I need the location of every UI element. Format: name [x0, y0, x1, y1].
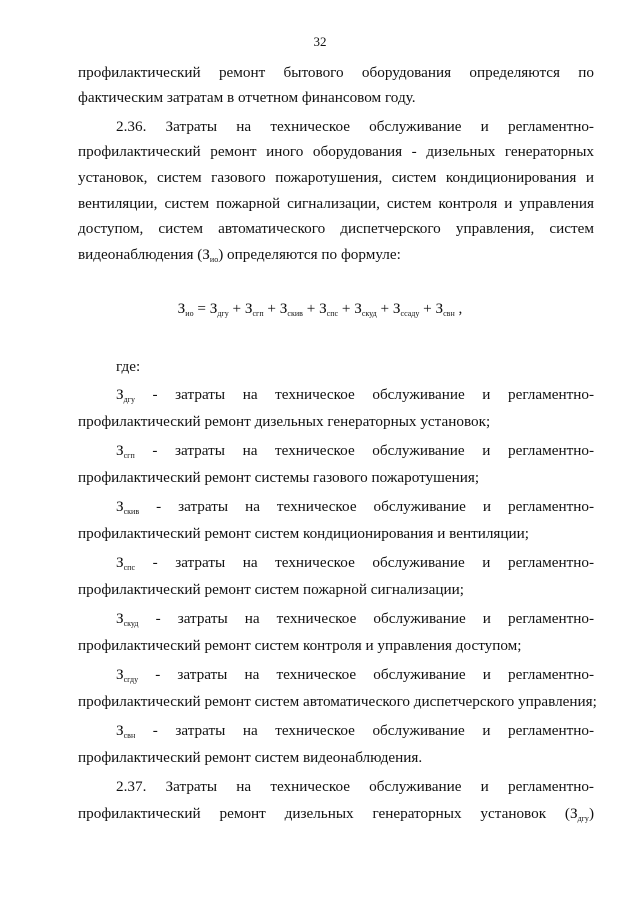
- definition-line: $З_{скив}$ - затраты на техническое обслуживание и регламентно-: [116, 498, 595, 516]
- definition-line: $З_{сгду}$ - затраты на техническое обслуживание и регламентно-: [116, 666, 595, 684]
- definition-line: $З_{спс}$ - затраты на техническое обслуживание и регламентно-: [116, 554, 595, 572]
- section-2-36-line: вентиляции, систем пожарной сигнализации, систем контроля и управления: [78, 195, 594, 212]
- section-2-36-line: 2.36. Затраты на техническое обслуживание и регламентно-: [116, 118, 594, 135]
- section-2-36-line: доступом, систем автоматического диспетчерского управления, систем: [78, 220, 594, 237]
- definition-line: профилактический ремонт систем кондиционирования и вентиляции;: [78, 525, 530, 542]
- definition-line: профилактический ремонт систем контроля и управления доступом;: [78, 637, 522, 654]
- symbol-subscript: ио: [209, 255, 219, 264]
- section-2-36-line: установок, систем газового пожаротушения, систем кондиционирования и: [78, 169, 594, 186]
- formula: $З_{ио} = З_{дгу} + З_{сгп} + З_{скив} + З_{спс} + З_{скуд} + З_{ссаду} + З_{свн}$ ,: [177, 300, 463, 318]
- definition-line: профилактический ремонт системы газового пожаротушения;: [78, 469, 480, 486]
- definition-line: профилактический ремонт систем автоматического диспетчерского управления;: [78, 693, 597, 710]
- paragraph-line: профилактический ремонт бытового оборудования определяются по: [78, 64, 594, 81]
- page-number: 32: [313, 34, 327, 49]
- where-label: где:: [116, 358, 141, 375]
- section-2-37-line: профилактический ремонт дизельных генераторных установок $(З_{дгу})$: [78, 805, 594, 823]
- section-2-37-line: 2.37. Затраты на техническое обслуживание и регламентно-: [116, 778, 594, 795]
- definition-line: $З_{скуд}$ - затраты на техническое обслуживание и регламентно-: [116, 610, 595, 628]
- definition-line: профилактический ремонт дизельных генераторных установок;: [78, 413, 491, 430]
- definition-line: профилактический ремонт систем видеонаблюдения.: [78, 749, 423, 766]
- paragraph-line: фактическим затратам в отчетном финансовом году.: [78, 89, 416, 106]
- symbol: З: [202, 246, 210, 263]
- definition-line: профилактический ремонт систем пожарной сигнализации;: [78, 581, 464, 598]
- definition-line: $З_{свн}$ - затраты на техническое обслуживание и регламентно-: [116, 722, 595, 740]
- definition-line: $З_{сгп}$ - затраты на техническое обслуживание и регламентно-: [116, 442, 595, 460]
- section-2-36-line: профилактический ремонт иного оборудования - дизельных генераторных: [78, 143, 594, 160]
- section-2-36-line: видеонаблюдения $(З_{ио})$ определяются по формуле:: [78, 246, 401, 264]
- definition-line: $З_{дгу}$ - затраты на техническое обслуживание и регламентно-: [116, 386, 595, 404]
